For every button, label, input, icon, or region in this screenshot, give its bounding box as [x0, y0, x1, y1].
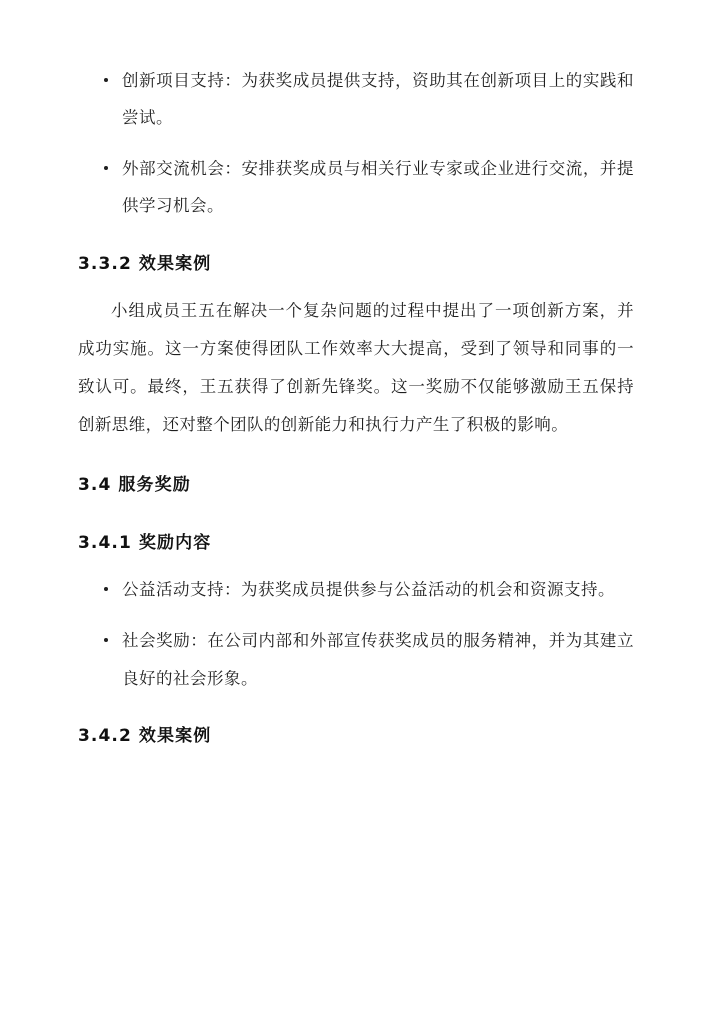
list-item-text: 社会奖励：在公司内部和外部宣传获奖成员的服务精神，并为其建立良好的社会形象。 — [122, 631, 634, 688]
list-item — [78, 150, 634, 224]
bullet-dot-icon — [104, 166, 108, 170]
document-body — [78, 62, 634, 754]
list-item-text: 创新项目支持：为获奖成员提供支持，资助其在创新项目上的实践和尝试。 — [122, 71, 634, 128]
list-item — [78, 62, 634, 136]
bullet-dot-icon — [104, 78, 108, 82]
list-item-text: 公益活动支持：为获奖成员提供参与公益活动的机会和资源支持。 — [122, 580, 615, 600]
bullet-list-innovation-rewards — [78, 62, 634, 225]
list-item — [78, 622, 634, 696]
section-heading-3-4-2: 3.4.2 效果案例 — [78, 725, 212, 746]
list-item-text: 外部交流机会：安排获奖成员与相关行业专家或企业进行交流，并提供学习机会。 — [122, 159, 634, 216]
section-heading-3-3-2: 3.3.2 效果案例 — [78, 253, 212, 274]
section-heading-3-4-1: 3.4.1 奖励内容 — [78, 532, 212, 553]
section-heading-3-4: 3.4 服务奖励 — [78, 474, 191, 495]
list-item — [78, 571, 634, 608]
paragraph-case-innovation: 小组成员王五在解决一个复杂问题的过程中提出了一项创新方案，并成功实施。这一方案使得团队工作效率大大提高，受到了领导和同事的一致认可。最终，王五获得了创新先锋奖。这一奖励不仅能够激励王五保持创新思维，还对整个团队的创新能力和执行力产生了积极的影响。 — [78, 301, 634, 434]
bullet-list-service-rewards — [78, 571, 634, 696]
bullet-dot-icon — [104, 638, 108, 642]
bullet-dot-icon — [104, 587, 108, 591]
